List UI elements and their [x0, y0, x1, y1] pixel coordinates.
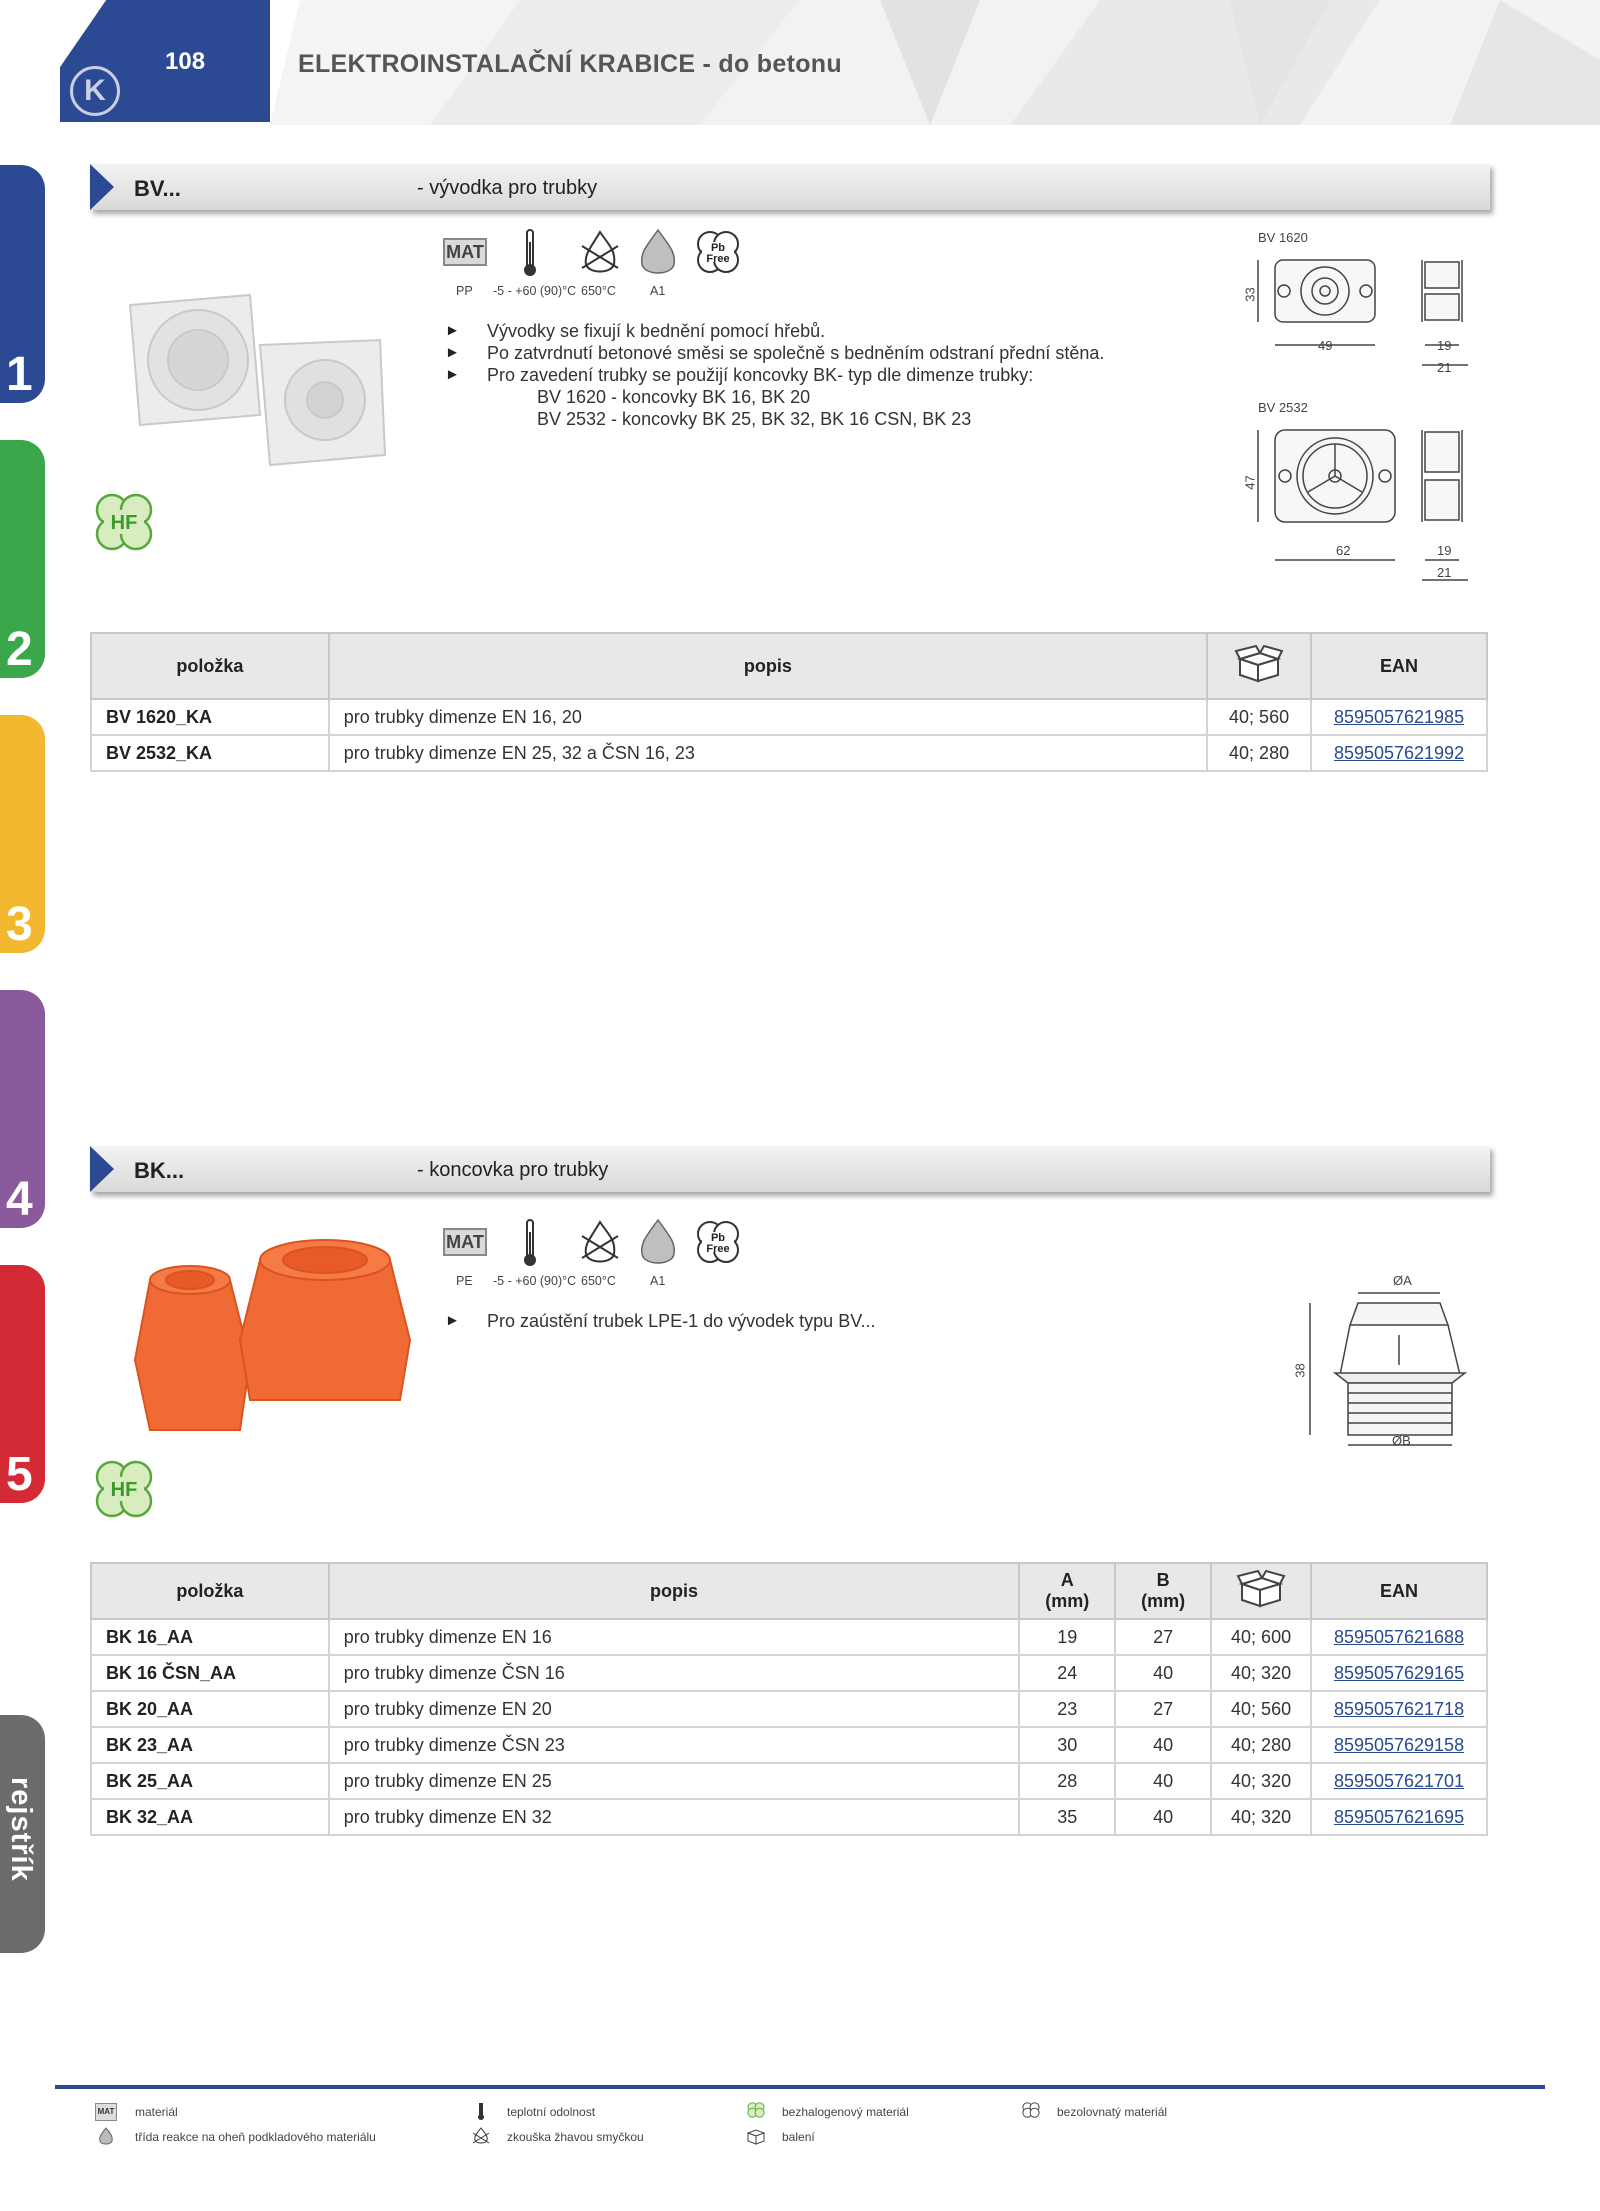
- chapter-tab-label: 2: [6, 623, 33, 676]
- item-description: pro trubky dimenze EN 32: [329, 1799, 1020, 1835]
- column-header-ean: EAN: [1311, 633, 1487, 699]
- halogen-free-icon: [745, 2101, 767, 2119]
- column-header-a-label: A: [1060, 1570, 1074, 1590]
- thermometer-icon: [470, 2102, 492, 2120]
- item-dim-b: 40: [1115, 1763, 1211, 1799]
- dim-side-total: 21: [1437, 565, 1452, 580]
- item-packing: 40; 600: [1211, 1619, 1311, 1655]
- item-code: BV 2532_KA: [91, 735, 329, 771]
- legend-material: materiál: [135, 2105, 178, 2119]
- item-code: BK 20_AA: [91, 1691, 329, 1727]
- glow-wire-value: 650°C: [581, 284, 616, 298]
- bv-product-table: [90, 632, 1488, 772]
- material-icon: MAT: [95, 2103, 117, 2121]
- dim-top-diameter: ØA: [1393, 1273, 1412, 1288]
- legend-temperature: teplotní odolnost: [507, 2105, 596, 2119]
- item-dim-a: 23: [1019, 1691, 1115, 1727]
- item-dim-b: 40: [1115, 1655, 1211, 1691]
- ean-link[interactable]: 8595057621992: [1333, 742, 1465, 763]
- column-header-unit: (mm): [1141, 1591, 1186, 1611]
- dim-width: 49: [1318, 338, 1333, 353]
- bullet-item: ► Vývodky se fixují k bednění pomocí hřebů.: [445, 320, 1104, 342]
- material-value: PE: [456, 1274, 473, 1288]
- bv-product-photo: [110, 285, 410, 475]
- item-description: pro trubky dimenze ČSN 16: [329, 1655, 1020, 1691]
- flame-class-icon: [636, 228, 680, 278]
- temperature-value: -5 - +60 (90)°C: [493, 1274, 577, 1288]
- chapter-tab-1[interactable]: [0, 165, 45, 403]
- table-row: [91, 1619, 1487, 1655]
- svg-text:Pb: Pb: [710, 1232, 726, 1244]
- item-dim-a: 28: [1019, 1763, 1115, 1799]
- section-description: - vývodka pro trubky: [417, 177, 598, 199]
- bk-feature-list: [445, 1310, 876, 1332]
- column-header-item: položka: [91, 633, 329, 699]
- section-header-bv: [90, 164, 1490, 210]
- item-code: BK 16 ČSN_AA: [91, 1655, 329, 1691]
- flame-class-icon: [95, 2127, 117, 2145]
- chapter-tab-label: 1: [6, 348, 33, 401]
- section-code: BV...: [134, 176, 181, 201]
- item-code: BK 23_AA: [91, 1727, 329, 1763]
- item-ean-cell: [1311, 735, 1487, 771]
- property-icons-bv: [440, 228, 760, 308]
- item-description: pro trubky dimenze EN 20: [329, 1691, 1020, 1727]
- item-packing: 40; 320: [1211, 1655, 1311, 1691]
- chapter-tab-2[interactable]: [0, 440, 45, 678]
- bk-product-photo: [130, 1230, 420, 1440]
- page-title: ELEKTROINSTALAČNÍ KRABICE - do betonu: [298, 50, 842, 78]
- bv-feature-list: [445, 320, 1104, 430]
- temperature-value: -5 - +60 (90)°C: [493, 284, 577, 298]
- clover-icon: [90, 1455, 158, 1523]
- flame-class-value: A1: [650, 1274, 666, 1288]
- item-code: BK 25_AA: [91, 1763, 329, 1799]
- table-row: [91, 1727, 1487, 1763]
- dim-width: 62: [1336, 543, 1351, 558]
- property-icons-bk: [440, 1218, 760, 1298]
- drawing-title-bv1620: BV 1620: [1258, 230, 1308, 245]
- item-ean-cell: [1311, 1799, 1487, 1835]
- index-tab[interactable]: [0, 1715, 45, 1953]
- item-dim-a: 35: [1019, 1799, 1115, 1835]
- chapter-tab-4[interactable]: [0, 990, 45, 1228]
- flame-class-icon: [636, 1218, 680, 1268]
- item-ean-cell: [1311, 699, 1487, 735]
- table-row: [91, 699, 1487, 735]
- page-number: 108: [165, 48, 206, 75]
- index-tab-label: rejstřík: [5, 1777, 37, 1882]
- thermometer-icon: [522, 228, 538, 278]
- box-icon: [1234, 645, 1284, 683]
- dim-bottom-diameter: ØB: [1392, 1433, 1411, 1448]
- column-header-desc: popis: [329, 1563, 1020, 1619]
- ean-link[interactable]: 8595057621688: [1333, 1626, 1465, 1647]
- chapter-tab-label: 4: [6, 1173, 33, 1226]
- item-ean-cell: [1311, 1727, 1487, 1763]
- item-code: BK 16_AA: [91, 1619, 329, 1655]
- legend-packing: balení: [782, 2130, 815, 2144]
- item-dim-a: 30: [1019, 1727, 1115, 1763]
- table-row: [91, 1763, 1487, 1799]
- svg-text:Pb: Pb: [710, 242, 726, 254]
- bullet-item: ► Pro zavedení trubky se použijí koncovky BK- typ dle dimenze trubky:: [445, 364, 1104, 386]
- bullet-subline: BV 2532 - koncovky BK 25, BK 32, BK 16 CSN, BK 23: [537, 409, 972, 429]
- bullet-subline: BV 1620 - koncovky BK 16, BK 20: [537, 387, 811, 407]
- ean-link[interactable]: 8595057629165: [1333, 1662, 1465, 1683]
- item-ean-cell: [1311, 1619, 1487, 1655]
- halogen-free-badge: [90, 488, 158, 556]
- bk-product-table: [90, 1562, 1488, 1836]
- flame-class-value: A1: [650, 284, 666, 298]
- bullet-item: ► Po zatvrdnutí betonové směsi se společně s bedněním odstraní přední stěna.: [445, 342, 1104, 364]
- item-dim-a: 24: [1019, 1655, 1115, 1691]
- bk-table-body: [91, 1619, 1487, 1835]
- ean-link[interactable]: 8595057629158: [1333, 1734, 1465, 1755]
- legend-halogen-free: bezhalogenový materiál: [782, 2105, 909, 2119]
- chapter-tab-label: 3: [6, 898, 33, 951]
- bullet-item: ► Pro zaústění trubek LPE-1 do vývodek typu BV...: [445, 1310, 876, 1332]
- svg-text:HF: HF: [110, 1479, 138, 1501]
- item-packing: 40; 280: [1211, 1727, 1311, 1763]
- svg-text:Free: Free: [706, 253, 730, 265]
- item-description: pro trubky dimenze EN 16, 20: [329, 699, 1207, 735]
- table-row: [91, 1655, 1487, 1691]
- chapter-tab-3[interactable]: [0, 715, 45, 953]
- glow-wire-icon: [470, 2127, 492, 2145]
- ean-link[interactable]: 8595057621985: [1333, 706, 1465, 727]
- dim-side-total: 21: [1437, 360, 1452, 375]
- item-description: pro trubky dimenze EN 16: [329, 1619, 1020, 1655]
- item-dim-b: 27: [1115, 1691, 1211, 1727]
- svg-text:HF: HF: [110, 512, 138, 534]
- ean-link[interactable]: 8595057621718: [1333, 1698, 1465, 1719]
- legend-glow-wire: zkouška žhavou smyčkou: [507, 2130, 644, 2144]
- item-packing: 40; 320: [1211, 1763, 1311, 1799]
- item-ean-cell: [1311, 1763, 1487, 1799]
- item-dim-a: 19: [1019, 1619, 1115, 1655]
- dim-side: 19: [1437, 338, 1452, 353]
- section-arrow-icon: [90, 1146, 114, 1192]
- dim-height: 47: [1242, 475, 1258, 490]
- item-description: pro trubky dimenze ČSN 23: [329, 1727, 1020, 1763]
- table-row: [91, 735, 1487, 771]
- kopos-logo: K: [70, 66, 120, 116]
- box-icon: [1236, 1570, 1286, 1608]
- section-arrow-icon: [90, 164, 114, 210]
- item-description: pro trubky dimenze EN 25, 32 a ČSN 16, 23: [329, 735, 1207, 771]
- column-header-a: [1019, 1563, 1115, 1619]
- section-header-bk: [90, 1146, 1490, 1192]
- glow-wire-value: 650°C: [581, 1274, 616, 1288]
- column-header-desc: popis: [329, 633, 1207, 699]
- table-header-row: [91, 1563, 1487, 1619]
- material-icon: MAT: [443, 238, 487, 266]
- item-packing: 40; 320: [1211, 1799, 1311, 1835]
- halogen-free-badge: [90, 1455, 158, 1523]
- item-dim-b: 40: [1115, 1727, 1211, 1763]
- section-code: BK...: [134, 1158, 185, 1183]
- material-value: PP: [456, 284, 473, 298]
- table-header-row: [91, 633, 1487, 699]
- bk-drawing: [1290, 1285, 1490, 1460]
- svg-text:Free: Free: [706, 1243, 730, 1255]
- material-icon: MAT: [443, 1228, 487, 1256]
- item-dim-b: 40: [1115, 1799, 1211, 1835]
- item-code: BK 32_AA: [91, 1799, 329, 1835]
- footer-divider: [55, 2085, 1545, 2089]
- column-header-b-label: B: [1156, 1570, 1170, 1590]
- box-icon: [745, 2127, 767, 2145]
- glow-wire-icon: [578, 1218, 622, 1268]
- item-packing: 40; 560: [1207, 699, 1311, 735]
- table-row: [91, 1691, 1487, 1727]
- column-header-ean: EAN: [1311, 1563, 1487, 1619]
- ean-link[interactable]: 8595057621701: [1333, 1770, 1465, 1791]
- item-ean-cell: [1311, 1691, 1487, 1727]
- chapter-tab-5[interactable]: [0, 1265, 45, 1503]
- dim-height: 38: [1292, 1363, 1308, 1378]
- section-description: - koncovka pro trubky: [417, 1159, 609, 1181]
- column-header-b: [1115, 1563, 1211, 1619]
- ean-link[interactable]: 8595057621695: [1333, 1806, 1465, 1827]
- column-header-pack: [1207, 633, 1311, 699]
- column-header-item: položka: [91, 1563, 329, 1619]
- table-row: [91, 1799, 1487, 1835]
- glow-wire-icon: [578, 228, 622, 278]
- dim-side: 19: [1437, 543, 1452, 558]
- lead-free-icon: [694, 1218, 742, 1268]
- dim-height: 33: [1242, 287, 1258, 302]
- clover-icon: [90, 488, 158, 556]
- column-header-pack: [1211, 1563, 1311, 1619]
- column-header-unit: (mm): [1045, 1591, 1090, 1611]
- thermometer-icon: [522, 1218, 538, 1268]
- chapter-tab-label: 5: [6, 1448, 33, 1501]
- drawing-title-bv2532: BV 2532: [1258, 400, 1308, 415]
- lead-free-icon: [1020, 2101, 1042, 2119]
- item-description: pro trubky dimenze EN 25: [329, 1763, 1020, 1799]
- item-ean-cell: [1311, 1655, 1487, 1691]
- item-packing: 40; 560: [1211, 1691, 1311, 1727]
- item-code: BV 1620_KA: [91, 699, 329, 735]
- item-dim-b: 27: [1115, 1619, 1211, 1655]
- legend-lead-free: bezolovnatý materiál: [1057, 2105, 1168, 2119]
- item-packing: 40; 280: [1207, 735, 1311, 771]
- lead-free-icon: [694, 228, 742, 278]
- legend-flame: třída reakce na oheň podkladového materiálu: [135, 2130, 376, 2144]
